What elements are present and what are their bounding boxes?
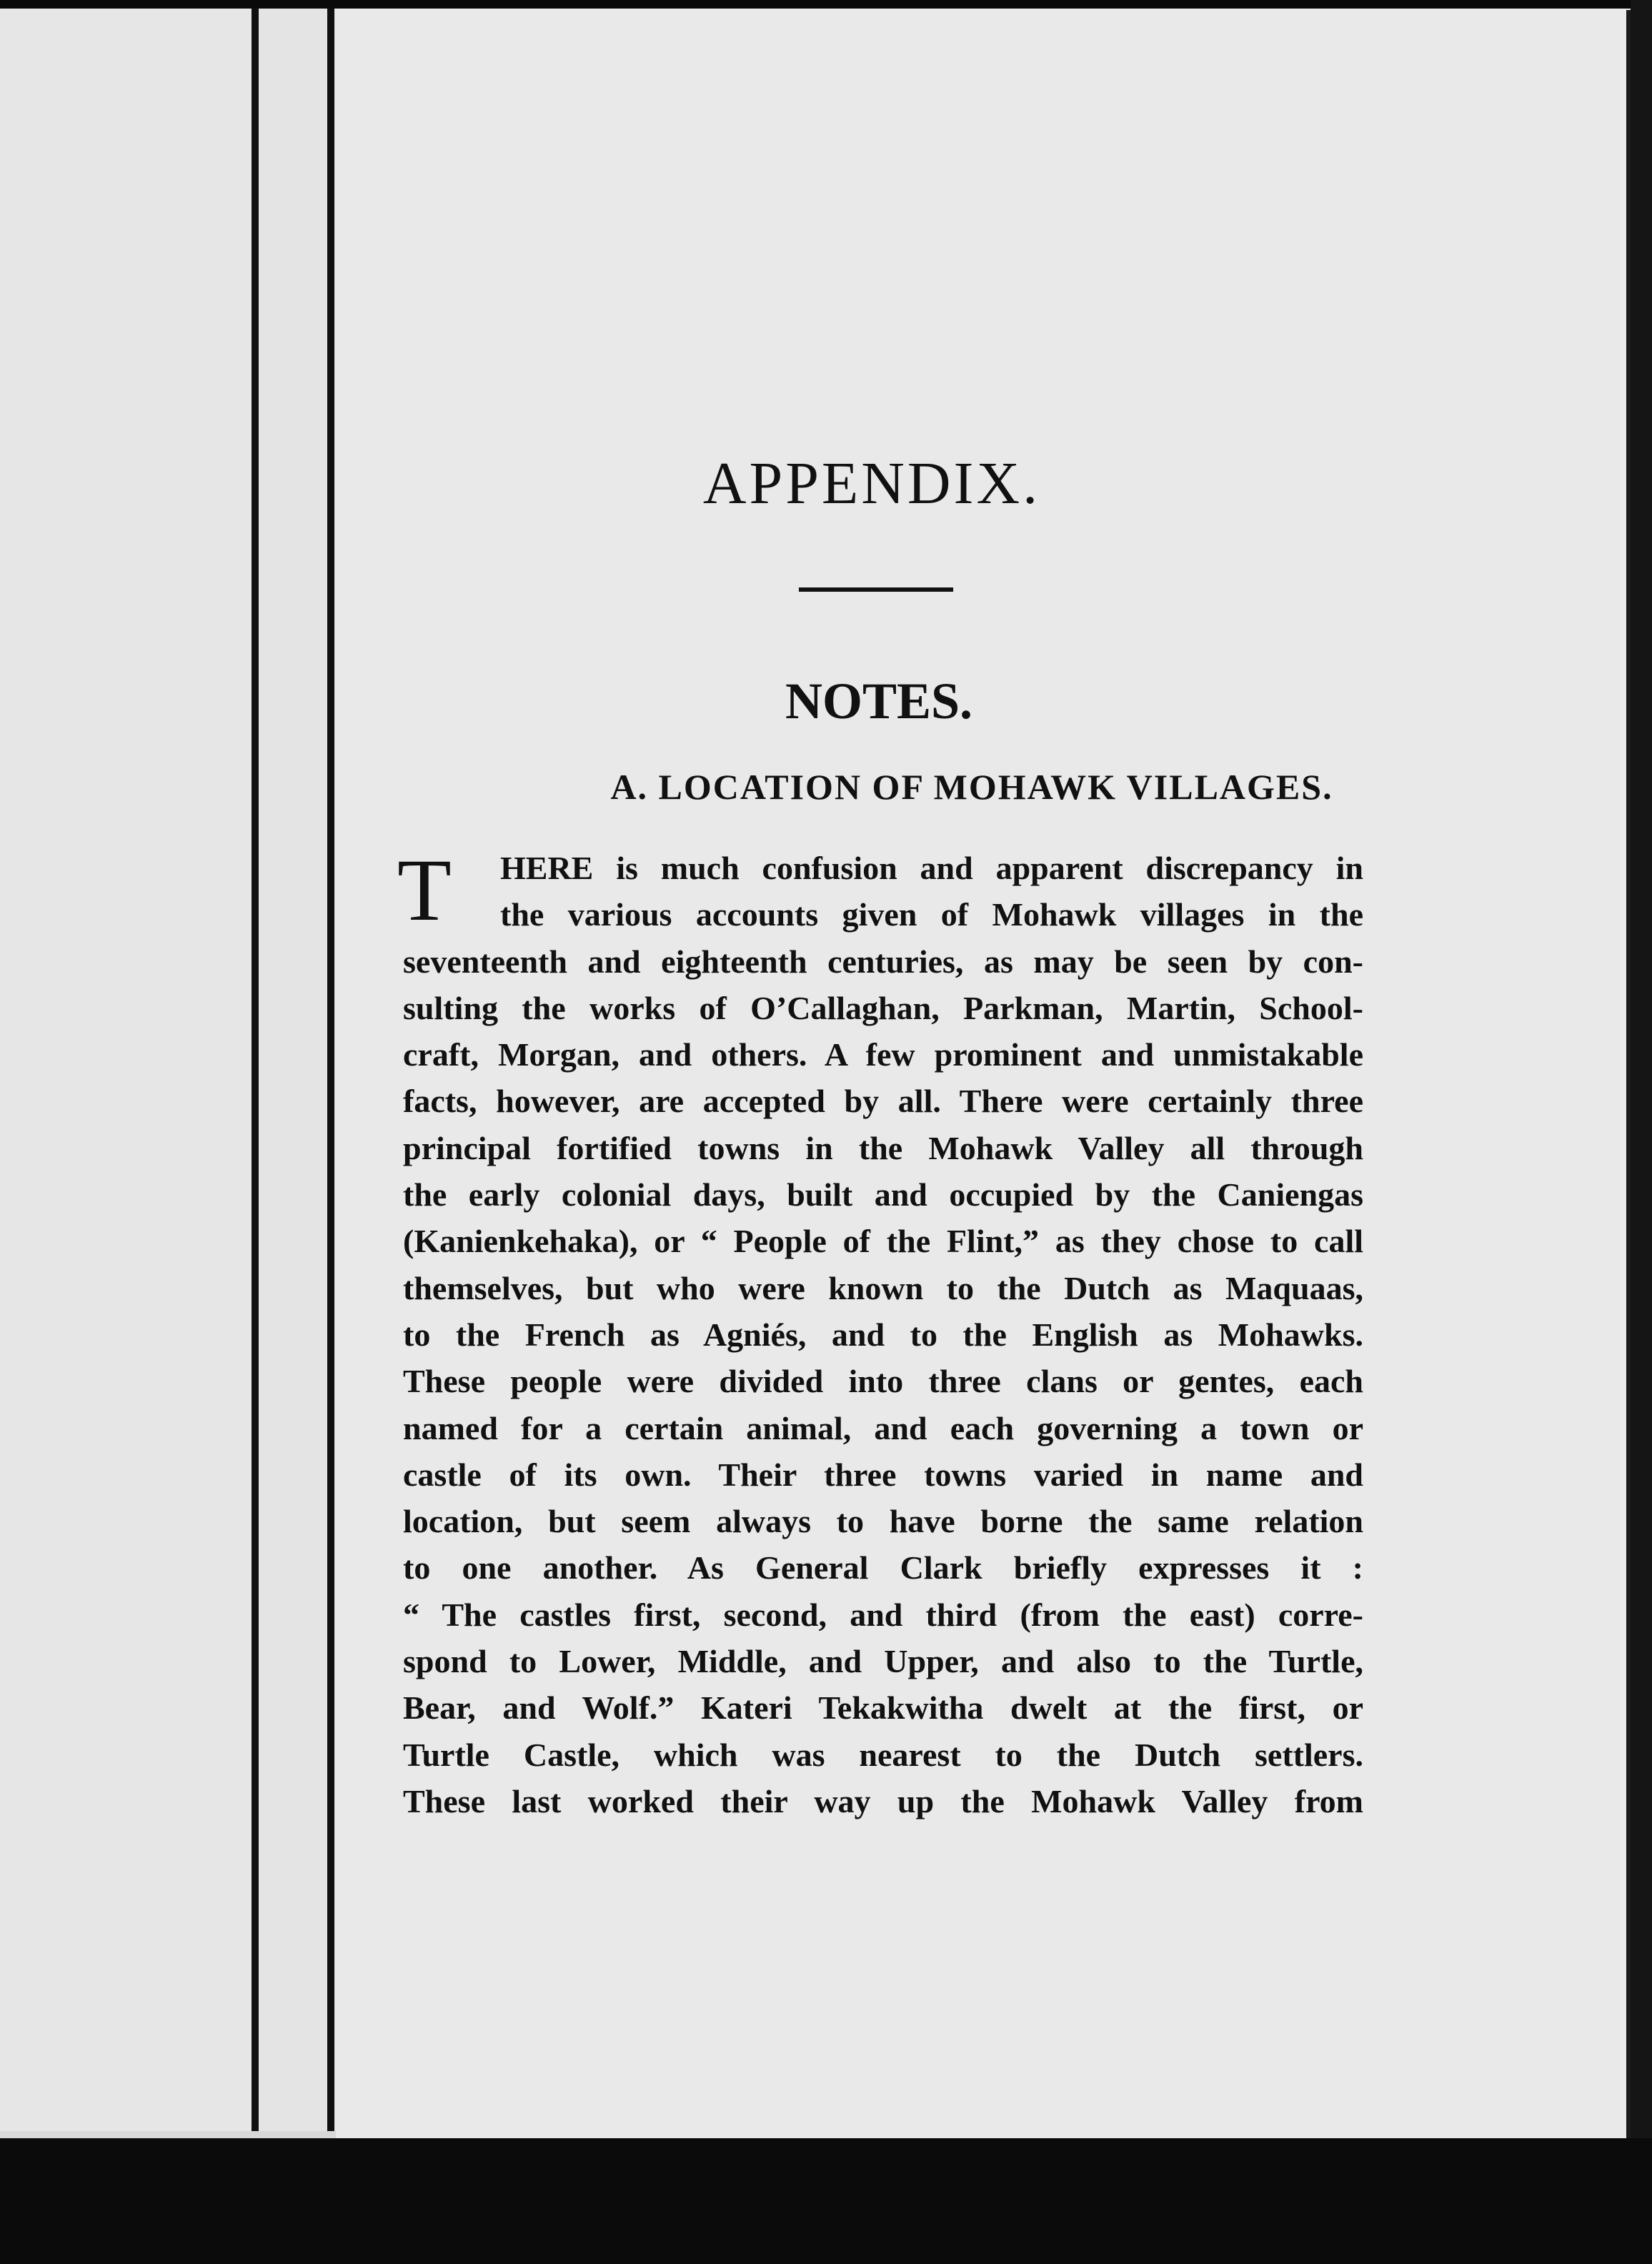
text-line: to one another. As General Clark briefly expresses it : <box>403 1549 1363 1587</box>
text-line: (Kanienkehaka), or “ People of the Flint,” as they chose to call <box>403 1223 1363 1260</box>
scan-right-border <box>1631 0 1652 2264</box>
text-line: craft, Morgan, and others. A few prominent and unmistakable <box>403 1036 1363 1073</box>
notes-title: NOTES. <box>785 672 973 730</box>
text-line: sulting the works of O’Callaghan, Parkman, Martin, School- <box>403 989 1363 1026</box>
text-line: to the French as Agniés, and to the English as Mohawks. <box>403 1316 1363 1353</box>
text-line: HERE is much confusion and apparent discrepancy in <box>500 850 1363 886</box>
text-line: These last worked their way up the Mohawk Valley from <box>403 1782 1363 1819</box>
left-page-edge <box>0 9 252 2131</box>
text-line: principal fortified towns in the Mohawk Valley all through <box>403 1129 1363 1166</box>
text-line: seventeenth and eighteenth centuries, as may be seen by con- <box>403 943 1363 980</box>
text-line: These people were divided into three clans or gentes, each <box>403 1363 1363 1400</box>
text-line: Bear, and Wolf.” Kateri Tekakwitha dwelt at the first, or <box>403 1689 1363 1727</box>
text-line: the various accounts given of Mohawk villages in the <box>500 896 1363 933</box>
appendix-title: APPENDIX. <box>702 450 1041 517</box>
text-line: named for a certain animal, and each governing a town or <box>403 1409 1363 1446</box>
book-gutter <box>259 9 334 2138</box>
text-line: “ The castles first, second, and third (from the east) corre- <box>403 1596 1363 1633</box>
text-line: Turtle Castle, which was nearest to the Dutch settlers. <box>403 1736 1363 1773</box>
section-heading: A. LOCATION OF MOHAWK VILLAGES. <box>610 767 1333 807</box>
title-rule <box>799 587 953 592</box>
drop-cap: T <box>397 841 452 939</box>
text-line: themselves, but who were known to the Dutch as Maquaas, <box>403 1269 1363 1306</box>
text-line: the early colonial days, built and occupied by the Caniengas <box>403 1176 1363 1213</box>
left-page-shadow <box>252 9 259 2145</box>
text-line: facts, however, are accepted by all. There were certainly three <box>403 1083 1363 1120</box>
body-paragraph <box>403 845 1363 1824</box>
scan-top-border <box>0 0 1652 9</box>
text-line: spond to Lower, Middle, and Upper, and also to the Turtle, <box>403 1643 1363 1680</box>
text-line: castle of its own. Their three towns varied in name and <box>403 1456 1363 1493</box>
scan-bottom-border <box>0 2138 1652 2264</box>
text-line: location, but seem always to have borne the same relation <box>403 1503 1363 1540</box>
